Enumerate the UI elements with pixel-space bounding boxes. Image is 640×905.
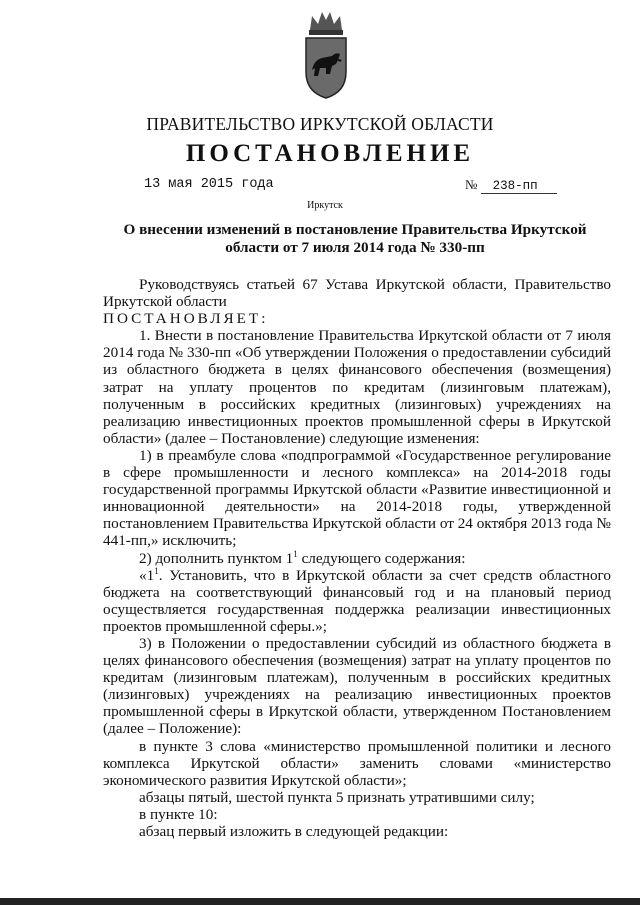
city: Иркутск [307, 200, 343, 211]
irkutsk-coat-of-arms-icon [302, 8, 350, 100]
paragraph-resolves: ПОСТАНОВЛЯЕТ: [103, 310, 269, 328]
new-point-text-end: . Установить, что в Иркутской области за счет средств областного бюджета на соответствующий финансовый год и на плановый период осуществляется государственная поддержка реализации инвестиционных проектов промышленной сферы.»; [103, 566, 611, 635]
paragraph-point-5: абзацы пятый, шестой пункта 5 признать утратившими силу; [139, 788, 535, 806]
subitem-2-text: 2) дополнить пунктом 1 [139, 549, 294, 567]
paragraph-first-abzac: абзац первый изложить в следующей редакции: [139, 823, 449, 840]
government-title: ПРАВИТЕЛЬСТВО ИРКУТСКОЙ ОБЛАСТИ [146, 114, 494, 134]
document-heading [120, 221, 590, 257]
paragraph-preamble: Руководствуясь статьей 67 Устава Иркутской области, Правительство Иркутской области [103, 276, 611, 311]
paragraph-point-10: в пункте 10: [139, 805, 218, 823]
paragraph-new-point [103, 567, 611, 635]
paragraph-subitem-3: 3) в Положении о предоставлении субсидий из областного бюджета в целях финансового обеспечения (возмещения) затрат на уплату процентов по кредитам (лизинговым платежам), полученным в российских кредитных (лизинговых) учреждениях на реализацию инвестиционных проектов промышленной сферы в Иркутской области, утвержденном Постановлением (далее – Положение): [103, 634, 611, 738]
paragraph-item-1: 1. Внести в постановление Правительства Иркутской области от 7 июля 2014 года № 330-пп «Об утверждении Положения о предоставлении субсидий из областного бюджета в целях финансового обеспечения (возмещения) затрат на уплату процентов по кредитам (лизинговым платежам), полученным в российских кредитных (лизинговых) учреждениях на реализацию инвестиционных проектов промышленной сферы в Иркутской области» (далее – Постановление) следующие изменения: [103, 327, 611, 447]
paragraph-subitem-1: 1) в преамбуле слова «подпрограммой «Государственное регулирование в сфере промышленности и лесного комплекса» на 2014-2018 годы государственной программы Иркутской области «Развитие инвестиционной и инновационной деятельности» на 2014-2018 годы, утвержденной постановлением Правительства Иркутской области от 24 октября 2013 года № 441-пп,» исключить; [103, 446, 611, 550]
new-point-text: «1 [139, 566, 155, 584]
heading-line-1: О внесении изменений в постановление Правительства Иркутской [123, 221, 587, 238]
page-bottom-edge [0, 898, 640, 905]
paragraph-point-3: в пункте 3 слова «министерство промышленной политики и лесного комплекса Иркутской области» заменить словами «министерство экономического развития Иркутской области»; [103, 737, 611, 789]
document-body [103, 276, 611, 840]
paragraph-subitem-2 [103, 550, 611, 567]
document-type: ПОСТАНОВЛЕНИЕ [185, 140, 475, 167]
subitem-2-text-end: следующего содержания: [297, 549, 466, 567]
new-point-sup: 1 [154, 565, 159, 576]
number-value: 238-пп [481, 179, 557, 194]
document-date: 13 мая 2015 года [144, 177, 274, 192]
number-label: № [465, 177, 478, 192]
heading-line-2: области от 7 июля 2014 года № 330-пп [225, 239, 485, 256]
document-number [465, 177, 557, 194]
subitem-2-sup: 1 [293, 548, 298, 559]
